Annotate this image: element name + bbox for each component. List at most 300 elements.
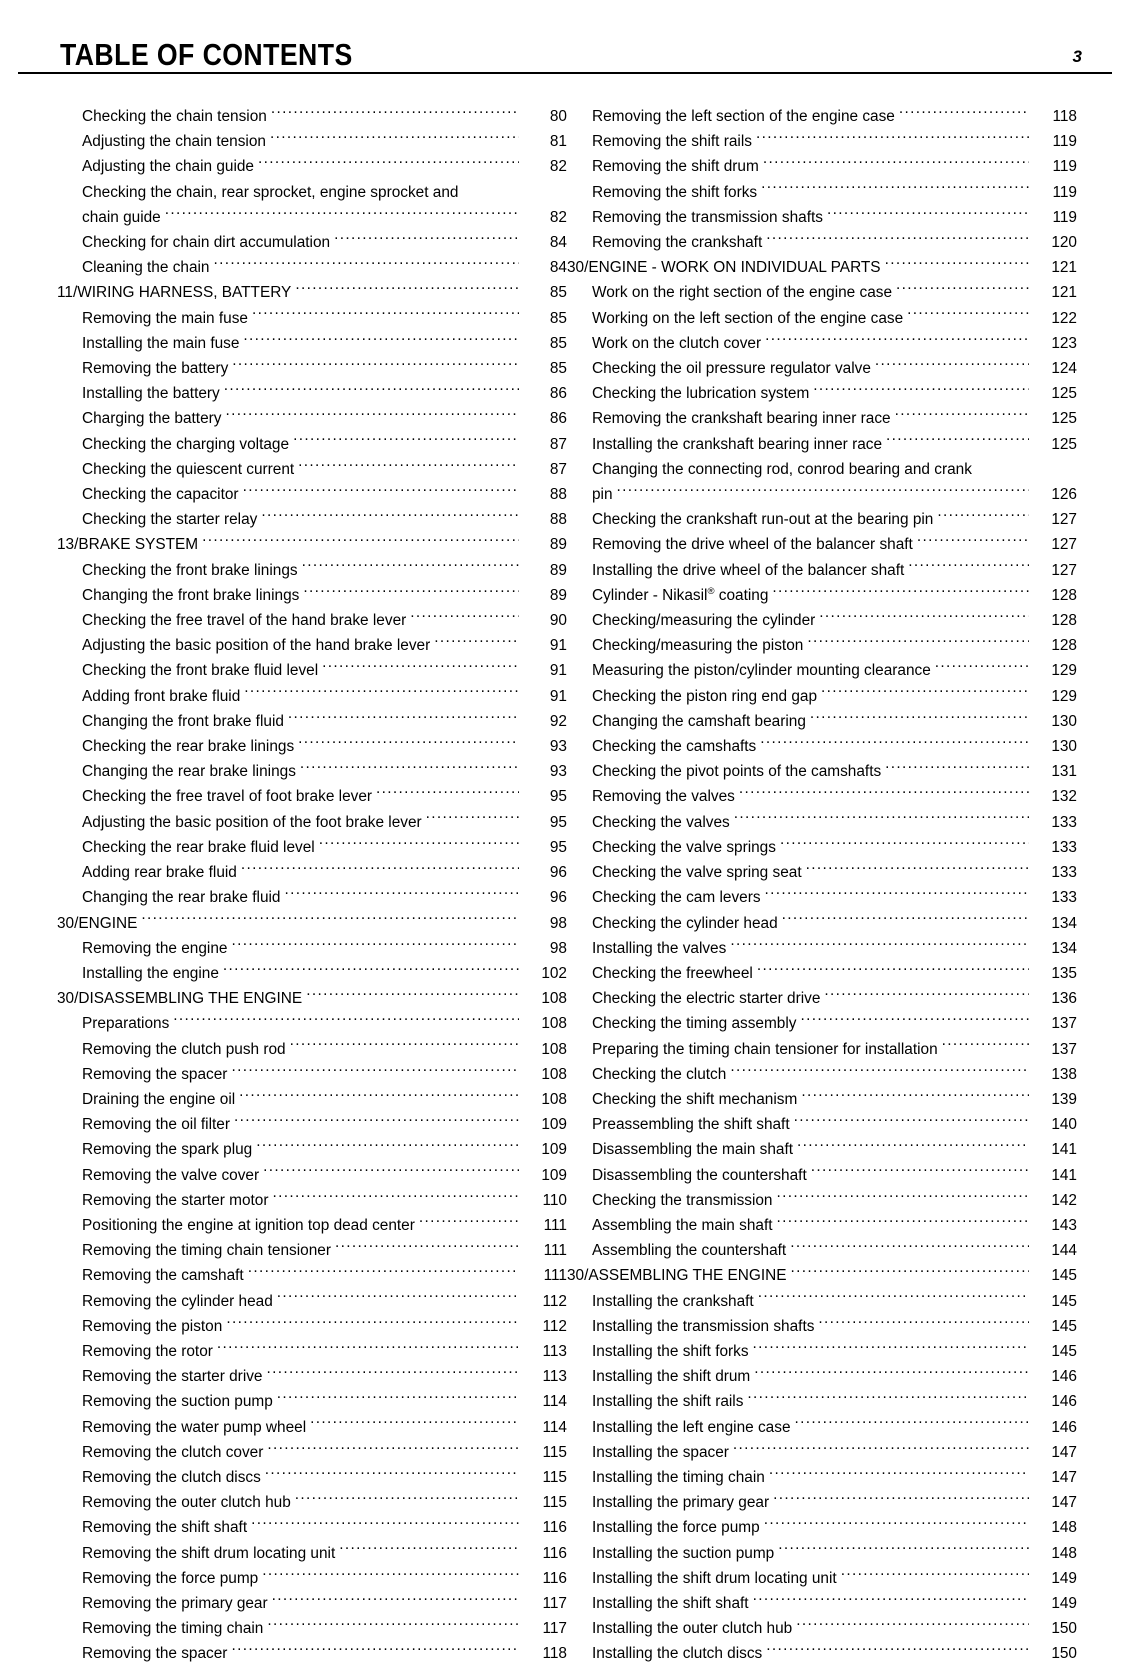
toc-entry-label: Removing the crankshaft bearing inner race — [592, 410, 891, 428]
toc-entry[interactable] — [57, 1213, 567, 1238]
toc-entry-label: Installing the force pump — [592, 1519, 760, 1537]
dot-leader — [243, 484, 519, 499]
dot-leader — [907, 307, 1029, 322]
toc-entry-page-number: 132 — [1051, 788, 1077, 806]
toc-entry-label: Removing the timing chain tensioner — [82, 1242, 331, 1260]
toc-entry-page-number: 124 — [1051, 360, 1077, 378]
toc-entry[interactable] — [57, 1465, 567, 1490]
toc-entry[interactable] — [567, 532, 1077, 557]
dot-leader — [796, 1618, 1029, 1633]
toc-entry[interactable] — [567, 1188, 1077, 1213]
dot-leader — [202, 534, 519, 549]
toc-entry-page-number: 142 — [1051, 1191, 1077, 1209]
toc-entry[interactable] — [57, 558, 567, 583]
toc-entry[interactable] — [57, 835, 567, 860]
toc-entry-page-number: 85 — [549, 284, 567, 302]
toc-entry-page-number: 85 — [549, 360, 567, 378]
toc-entry[interactable] — [567, 482, 1077, 507]
toc-entry[interactable] — [57, 1087, 567, 1112]
toc-entry[interactable] — [567, 1163, 1077, 1188]
toc-entry[interactable] — [567, 1566, 1077, 1591]
toc-entry[interactable] — [567, 104, 1077, 129]
toc-entry-page-number: 145 — [1051, 1317, 1077, 1335]
toc-entry[interactable] — [567, 608, 1077, 633]
dot-leader — [298, 458, 519, 473]
toc-entry-label: Removing the valve cover — [82, 1166, 260, 1184]
dot-leader — [761, 181, 1029, 196]
toc-entry-page-number: 84 — [549, 234, 567, 252]
toc-entry[interactable] — [567, 658, 1077, 683]
toc-entry-page-number: 109 — [541, 1116, 567, 1134]
dot-leader — [800, 1013, 1029, 1028]
dot-leader — [753, 1593, 1029, 1608]
toc-entry-label: Working on the left section of the engine case — [592, 309, 904, 327]
dot-leader — [303, 584, 519, 599]
toc-entry-page-number: 144 — [1051, 1242, 1077, 1260]
dot-leader — [298, 736, 519, 751]
toc-entry[interactable] — [57, 1641, 567, 1666]
toc-entry-label: Removing the shift rails — [592, 133, 752, 151]
dot-leader — [217, 1341, 519, 1356]
toc-entry[interactable] — [567, 331, 1077, 356]
toc-entry[interactable] — [57, 1289, 567, 1314]
toc-entry-label: Checking the valve springs — [592, 838, 776, 856]
toc-entry-page-number: 112 — [542, 1292, 567, 1310]
toc-entry-page-number: 136 — [1051, 990, 1077, 1008]
dot-leader — [252, 307, 519, 322]
toc-entry[interactable] — [57, 1062, 567, 1087]
toc-entry[interactable] — [567, 205, 1077, 230]
toc-entry[interactable] — [57, 406, 567, 431]
toc-entry[interactable] — [567, 1011, 1077, 1036]
dot-leader — [841, 1567, 1029, 1582]
toc-entry-page-number: 127 — [1051, 561, 1077, 579]
toc-entry-label: Checking the crankshaft run-out at the bearing pin — [592, 511, 934, 529]
toc-entry-page-number: 84 — [549, 259, 567, 277]
toc-entry[interactable] — [567, 633, 1077, 658]
toc-entry[interactable] — [567, 835, 1077, 860]
toc-entry-label: Removing the shift drum — [592, 158, 759, 176]
toc-entry[interactable] — [57, 734, 567, 759]
toc-entry-label: Assembling the main shaft — [592, 1216, 773, 1234]
toc-entry[interactable] — [57, 810, 567, 835]
toc-section-heading[interactable] — [567, 1263, 1077, 1288]
toc-entry[interactable] — [567, 759, 1077, 784]
toc-entry[interactable] — [567, 1037, 1077, 1062]
toc-entry-page-number: 108 — [541, 1090, 567, 1108]
toc-entry[interactable] — [57, 961, 567, 986]
dot-leader — [885, 257, 1029, 272]
dot-leader — [780, 837, 1029, 852]
toc-entry[interactable] — [567, 356, 1077, 381]
dot-leader — [285, 887, 520, 902]
dot-leader — [810, 710, 1029, 725]
toc-entry-label: Checking the cam levers — [592, 889, 761, 907]
toc-entry-page-number: 150 — [1051, 1620, 1077, 1638]
toc-entry[interactable] — [567, 709, 1077, 734]
toc-entry-label: Removing the piston — [82, 1317, 223, 1335]
toc-entry[interactable] — [57, 104, 567, 129]
dot-leader — [322, 660, 519, 675]
toc-entry[interactable] — [567, 1541, 1077, 1566]
dot-leader — [801, 1089, 1029, 1104]
dot-leader — [426, 811, 519, 826]
toc-entry[interactable] — [567, 1087, 1077, 1112]
toc-entry-page-number: 147 — [1051, 1443, 1077, 1461]
toc-entry-page-number: 137 — [1051, 1015, 1077, 1033]
toc-entry-label: Checking the capacitor — [82, 486, 239, 504]
toc-entry[interactable] — [57, 885, 567, 910]
toc-section-heading[interactable] — [57, 986, 567, 1011]
toc-entry[interactable] — [567, 1490, 1077, 1515]
dot-leader — [807, 635, 1029, 650]
toc-entry[interactable] — [57, 1415, 567, 1440]
dot-leader — [778, 1542, 1029, 1557]
toc-entry[interactable] — [57, 1263, 567, 1288]
toc-entry[interactable] — [57, 583, 567, 608]
toc-section-heading[interactable] — [57, 911, 567, 936]
dot-leader — [173, 1013, 519, 1028]
toc-entry[interactable] — [567, 1112, 1077, 1137]
toc-entry-page-number: 145 — [1051, 1292, 1077, 1310]
dot-leader — [766, 232, 1029, 247]
toc-entry[interactable] — [567, 1465, 1077, 1490]
toc-entry-page-number: 89 — [549, 536, 567, 554]
toc-entry-label: Cylinder - Nikasil® coating — [592, 585, 769, 604]
dot-leader — [875, 358, 1029, 373]
toc-entry[interactable] — [57, 1515, 567, 1540]
toc-entry[interactable] — [567, 154, 1077, 179]
toc-entry-page-number: 130 — [1051, 712, 1077, 730]
toc-section-heading[interactable] — [567, 255, 1077, 280]
toc-entry-label: Adjusting the basic position of the hand brake lever — [82, 637, 431, 655]
dot-leader — [766, 1643, 1029, 1658]
toc-entry-label: Removing the camshaft — [82, 1267, 244, 1285]
toc-entry-page-number: 129 — [1051, 687, 1077, 705]
toc-entry[interactable] — [57, 1037, 567, 1062]
toc-entry-page-number: 129 — [1051, 662, 1077, 680]
toc-entry[interactable] — [567, 1641, 1077, 1666]
toc-entry-label: Checking the free travel of foot brake lever — [82, 788, 373, 806]
toc-entry-page-number: 119 — [1052, 208, 1077, 226]
toc-entry[interactable] — [57, 936, 567, 961]
toc-entry-page-number: 91 — [549, 637, 567, 655]
toc-entry-page-number: 82 — [549, 208, 567, 226]
dot-leader — [141, 912, 519, 927]
dot-leader — [773, 1492, 1029, 1507]
toc-entry[interactable] — [57, 1389, 567, 1414]
toc-entry[interactable] — [567, 1389, 1077, 1414]
toc-entry-page-number: 138 — [1051, 1065, 1077, 1083]
toc-entry-page-number: 117 — [542, 1620, 567, 1638]
toc-entry[interactable] — [567, 1289, 1077, 1314]
toc-entry-label: Draining the engine oil — [82, 1090, 236, 1108]
toc-entry[interactable] — [567, 1591, 1077, 1616]
toc-entry[interactable] — [57, 608, 567, 633]
toc-entry-page-number: 133 — [1051, 889, 1077, 907]
toc-entry-page-number: 116 — [542, 1519, 567, 1537]
toc-entry[interactable] — [567, 381, 1077, 406]
dot-leader — [256, 1139, 519, 1154]
dot-leader — [795, 1416, 1029, 1431]
toc-entry-label: Checking the camshafts — [592, 738, 757, 756]
toc-entry-page-number: 115 — [542, 1443, 567, 1461]
toc-entry-label: Installing the timing chain — [592, 1468, 765, 1486]
toc-entry[interactable] — [57, 230, 567, 255]
toc-entry[interactable] — [567, 1062, 1077, 1087]
dot-leader — [267, 1366, 520, 1381]
toc-entry[interactable] — [567, 280, 1077, 305]
toc-entry-label: Changing the camshaft bearing — [592, 712, 806, 730]
toc-entry-page-number: 118 — [1052, 108, 1077, 125]
toc-entry-label: Checking/measuring the cylinder — [592, 612, 816, 630]
toc-entry-label: Removing the starter motor — [82, 1191, 269, 1209]
toc-entry-page-number: 111 — [543, 1216, 567, 1234]
toc-entry-label: Installing the valves — [592, 939, 727, 957]
toc-entry-label: Checking the timing assembly — [592, 1015, 797, 1033]
toc-entry[interactable] — [57, 658, 567, 683]
dot-leader — [753, 1341, 1029, 1356]
toc-entry-page-number: 126 — [1051, 486, 1077, 504]
toc-entry-label: Installing the spacer — [592, 1443, 729, 1461]
dot-leader — [818, 1315, 1029, 1330]
toc-entry-page-number: 128 — [1051, 586, 1077, 604]
toc-entry[interactable] — [57, 1011, 567, 1036]
toc-entry[interactable] — [567, 860, 1077, 885]
toc-entry[interactable] — [567, 1213, 1077, 1238]
toc-entry-label: Installing the suction pump — [592, 1544, 775, 1562]
toc-entry[interactable] — [57, 709, 567, 734]
toc-section-heading[interactable] — [57, 532, 567, 557]
dot-leader — [777, 1215, 1029, 1230]
toc-entry[interactable] — [57, 205, 567, 230]
toc-entry[interactable] — [567, 1137, 1077, 1162]
toc-entry[interactable] — [567, 1364, 1077, 1389]
toc-entry[interactable] — [567, 1440, 1077, 1465]
toc-entry-page-number: 89 — [549, 586, 567, 604]
dot-leader — [265, 1467, 519, 1482]
toc-entry-page-number: 81 — [549, 133, 567, 151]
toc-entry[interactable] — [57, 331, 567, 356]
dot-leader — [942, 1038, 1029, 1053]
toc-entry[interactable] — [57, 381, 567, 406]
dot-leader — [248, 1265, 519, 1280]
toc-entry[interactable] — [57, 1339, 567, 1364]
toc-entry[interactable] — [567, 885, 1077, 910]
toc-entry-page-number: 95 — [549, 788, 567, 806]
toc-section-heading[interactable] — [57, 280, 567, 305]
toc-entry[interactable] — [57, 457, 567, 482]
toc-entry-label: Installing the crankshaft bearing inner race — [592, 435, 883, 453]
toc-entry-page-number: 96 — [549, 889, 567, 907]
toc-entry-label: Assembling the countershaft — [592, 1242, 787, 1260]
toc-entry[interactable] — [57, 1188, 567, 1213]
dot-leader — [263, 1164, 519, 1179]
toc-entry-page-number: 98 — [549, 939, 567, 957]
toc-entry[interactable] — [567, 936, 1077, 961]
toc-entry[interactable] — [57, 356, 567, 381]
toc-entry-page-number: 112 — [542, 1317, 567, 1335]
toc-entry-page-number: 93 — [549, 738, 567, 756]
toc-entry[interactable] — [57, 1490, 567, 1515]
toc-entry-label: Removing the left section of the engine case — [592, 108, 895, 125]
dot-leader — [277, 1290, 519, 1305]
dot-leader — [824, 988, 1029, 1003]
dot-leader — [267, 1441, 519, 1456]
toc-entry-page-number: 85 — [549, 334, 567, 352]
toc-entry-label: Disassembling the main shaft — [592, 1141, 794, 1159]
toc-entry[interactable] — [57, 1591, 567, 1616]
toc-entry[interactable] — [567, 306, 1077, 331]
toc-entry-label: 30/DISASSEMBLING THE ENGINE — [57, 990, 303, 1008]
toc-entry-label: Removing the shift forks — [592, 183, 758, 201]
toc-entry-label: Checking the chain, rear sprocket, engine sprocket and — [82, 183, 459, 201]
toc-entry-label: 30/ASSEMBLING THE ENGINE — [567, 1267, 787, 1285]
toc-entry-label: Measuring the piston/cylinder mounting clearance — [592, 662, 931, 680]
toc-entry-page-number: 119 — [1052, 133, 1077, 151]
toc-entry[interactable] — [567, 784, 1077, 809]
toc-entry-page-number: 149 — [1051, 1569, 1077, 1587]
toc-entry-label: Removing the water pump wheel — [82, 1418, 307, 1436]
dot-leader — [758, 1290, 1029, 1305]
toc-entry-page-number: 113 — [542, 1342, 567, 1360]
toc-entry[interactable] — [57, 1566, 567, 1591]
toc-entry-page-number: 121 — [1051, 259, 1077, 277]
toc-entry-page-number: 109 — [541, 1141, 567, 1159]
toc-entry-label: Removing the cylinder head — [82, 1292, 273, 1310]
toc-entry[interactable] — [567, 1238, 1077, 1263]
toc-entry[interactable] — [567, 810, 1077, 835]
toc-entry-page-number: 133 — [1051, 813, 1077, 831]
toc-entry[interactable] — [57, 1616, 567, 1641]
toc-entry[interactable] — [567, 129, 1077, 154]
toc-entry[interactable] — [57, 154, 567, 179]
toc-entry[interactable] — [57, 1440, 567, 1465]
toc-entry-label: Adding rear brake fluid — [82, 864, 237, 882]
toc-entry-label: Removing the spacer — [82, 1065, 228, 1083]
dot-leader — [765, 887, 1029, 902]
toc-entry[interactable] — [567, 558, 1077, 583]
dot-leader — [165, 206, 519, 221]
toc-entry[interactable] — [567, 961, 1077, 986]
toc-entry-label: Installing the shift rails — [592, 1393, 744, 1411]
toc-entry[interactable] — [57, 432, 567, 457]
toc-entry[interactable] — [57, 1238, 567, 1263]
toc-entry[interactable] — [567, 230, 1077, 255]
toc-entry[interactable] — [567, 1339, 1077, 1364]
toc-entry[interactable] — [567, 1515, 1077, 1540]
toc-entry-page-number: 134 — [1051, 939, 1077, 957]
toc-entry-label: Work on the right section of the engine case — [592, 284, 893, 302]
dot-leader — [821, 685, 1029, 700]
toc-entry-label: 11/WIRING HARNESS, BATTERY — [57, 284, 292, 302]
dot-leader — [797, 1139, 1029, 1154]
dot-leader — [239, 1089, 519, 1104]
dot-leader — [295, 1492, 519, 1507]
toc-entry[interactable] — [57, 633, 567, 658]
toc-entry[interactable] — [57, 507, 567, 532]
toc-entry[interactable] — [57, 1112, 567, 1137]
toc-entry-label: Adjusting the chain tension — [82, 133, 266, 151]
toc-entry[interactable] — [57, 759, 567, 784]
dot-leader — [757, 963, 1029, 978]
toc-entry-label: Removing the suction pump — [82, 1393, 273, 1411]
toc-entry[interactable] — [567, 986, 1077, 1011]
toc-entry-label: Checking the chain tension — [82, 108, 267, 125]
dot-leader — [733, 1441, 1029, 1456]
toc-entry-page-number: 80 — [549, 108, 567, 125]
dot-leader — [223, 963, 519, 978]
dot-leader — [734, 811, 1029, 826]
toc-entry-page-number: 88 — [549, 486, 567, 504]
toc-entry-label: Checking the rear brake linings — [82, 738, 295, 756]
toc-entry[interactable] — [567, 406, 1077, 431]
toc-entry-page-number: 131 — [1051, 763, 1077, 781]
toc-entry[interactable] — [57, 1364, 567, 1389]
page-number: 3 — [1072, 47, 1082, 66]
toc-entry[interactable] — [57, 1541, 567, 1566]
toc-entry-label: Checking the clutch — [592, 1065, 727, 1083]
toc-entry[interactable] — [567, 507, 1077, 532]
toc-entry-page-number: 139 — [1051, 1090, 1077, 1108]
toc-entry[interactable] — [57, 684, 567, 709]
toc-entry[interactable] — [567, 1616, 1077, 1641]
toc-entry[interactable] — [57, 306, 567, 331]
toc-entry-label: Changing the rear brake fluid — [82, 889, 281, 907]
toc-entry-label: Charging the battery — [82, 410, 222, 428]
toc-entry[interactable] — [567, 911, 1077, 936]
toc-entry-label: Checking the valves — [592, 813, 730, 831]
toc-entry[interactable] — [567, 734, 1077, 759]
toc-entry-label: Removing the rotor — [82, 1342, 213, 1360]
toc-entry[interactable] — [57, 1163, 567, 1188]
toc-entry-page-number: 91 — [549, 662, 567, 680]
toc-entry-label: Removing the battery — [82, 360, 229, 378]
toc-entry[interactable] — [57, 1137, 567, 1162]
dot-leader — [225, 408, 519, 423]
toc-entry[interactable] — [567, 432, 1077, 457]
toc-entry[interactable] — [57, 1314, 567, 1339]
toc-entry-page-number: 87 — [549, 460, 567, 478]
dot-leader — [277, 1391, 519, 1406]
dot-leader — [917, 534, 1029, 549]
dot-leader — [306, 988, 519, 1003]
toc-entry-page-number: 147 — [1051, 1468, 1077, 1486]
toc-entry[interactable] — [57, 482, 567, 507]
toc-entry-label: Installing the main fuse — [82, 334, 240, 352]
toc-entry-page-number: 108 — [541, 990, 567, 1008]
toc-entry-page-number: 93 — [549, 763, 567, 781]
toc-entry[interactable] — [567, 1314, 1077, 1339]
dot-leader — [234, 1114, 519, 1129]
toc-entry[interactable] — [57, 860, 567, 885]
toc-entry[interactable] — [57, 129, 567, 154]
toc-entry[interactable] — [57, 180, 567, 205]
toc-entry-label: Adjusting the basic position of the foot brake lever — [82, 813, 422, 831]
toc-entry-label: Installing the drive wheel of the balancer shaft — [592, 561, 905, 579]
toc-entry[interactable] — [567, 1415, 1077, 1440]
toc-entry[interactable] — [567, 684, 1077, 709]
toc-entry[interactable] — [567, 457, 1077, 482]
toc-entry[interactable] — [567, 583, 1077, 608]
toc-entry-label: Installing the battery — [82, 385, 220, 403]
toc-entry[interactable] — [567, 180, 1077, 205]
toc-entry[interactable] — [57, 255, 567, 280]
toc-entry-label: Adding front brake fluid — [82, 687, 241, 705]
toc-entry-page-number: 122 — [1051, 309, 1077, 327]
toc-entry-label: Disassembling the countershaft — [592, 1166, 807, 1184]
toc-entry[interactable] — [57, 784, 567, 809]
